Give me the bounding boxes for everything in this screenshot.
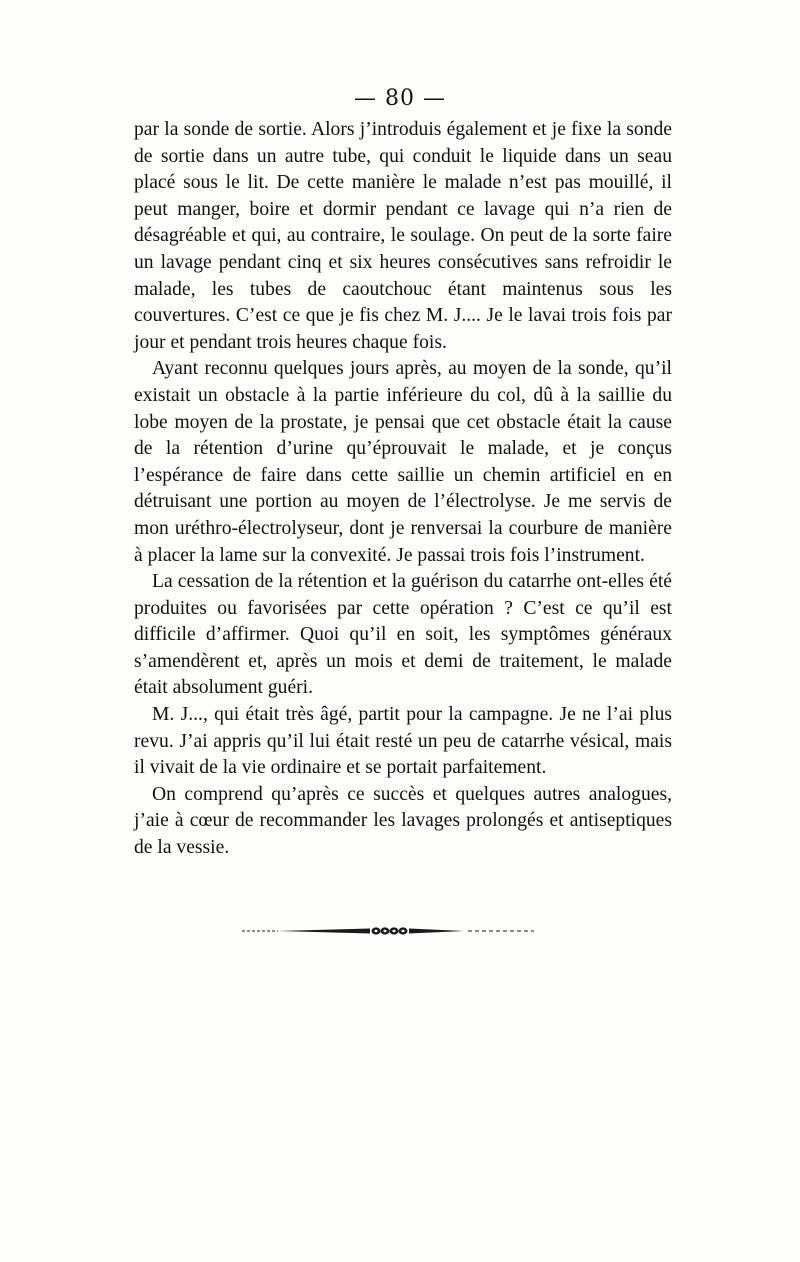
- body-text: [134, 117, 672, 862]
- tailpiece-rule-icon: [238, 918, 538, 942]
- paragraph-1: par la sonde de sortie. Alors j’introduis également et je fixe la sonde de sortie dans un autre tube, qui conduit le liquide dans un seau placé sous le lit. De cette manière le malade n’est pas mouillé, il peut manger, boire et dormir pendant ce lavage qui n’a rien de désagréable et qui, au contraire, le soulage. On peut de la sorte faire un lavage pendant cinq et six heures consécutives sans refroidir le malade, les tubes de caoutchouc étant maintenus sous les couvertures. C’est ce que je fis chez M. J.... Je le lavai trois fois par jour et pendant trois heures chaque fois.: [134, 119, 672, 353]
- paragraph-2: Ayant reconnu quelques jours après, au moyen de la sonde, qu’il existait un obstacle à la partie inférieure du col, dû à la saillie du lobe moyen de la prostate, je pensai que cet obstacle était la cause de la rétention d’urine qu’éprouvait le malade, et je conçus l’espérance de faire dans cette saillie un chemin artificiel en en détruisant une portion au moyen de l’électrolyse. Je me servis de mon uréthro-électrolyseur, dont je renversai la courbure de manière à placer la lame sur la convexité. Je passai trois fois l’instrument.: [134, 358, 672, 566]
- page-number: — 80 —: [354, 86, 446, 111]
- paragraph-4: M. J..., qui était très âgé, partit pour la campagne. Je ne l’ai plus revu. J’ai appris qu’il lui était resté un peu de catarrhe vésical, mais il vivait de la vie ordinaire et se portait parfaitement.: [134, 704, 672, 779]
- paragraph-5: On comprend qu’après ce succès et quelques autres analogues, j’aie à cœur de recommander les lavages prolongés et antiseptiques de la vessie.: [134, 783, 672, 859]
- paragraph-3: La cessation de la rétention et la guérison du catarrhe ont-elles été produites ou favorisées par cette opération ? C’est ce qu’il est difficile d’affirmer. Quoi qu’il en soit, les symptômes généraux s’amendèrent et, après un mois et demi de traitement, le malade était absolument guéri.: [134, 571, 672, 699]
